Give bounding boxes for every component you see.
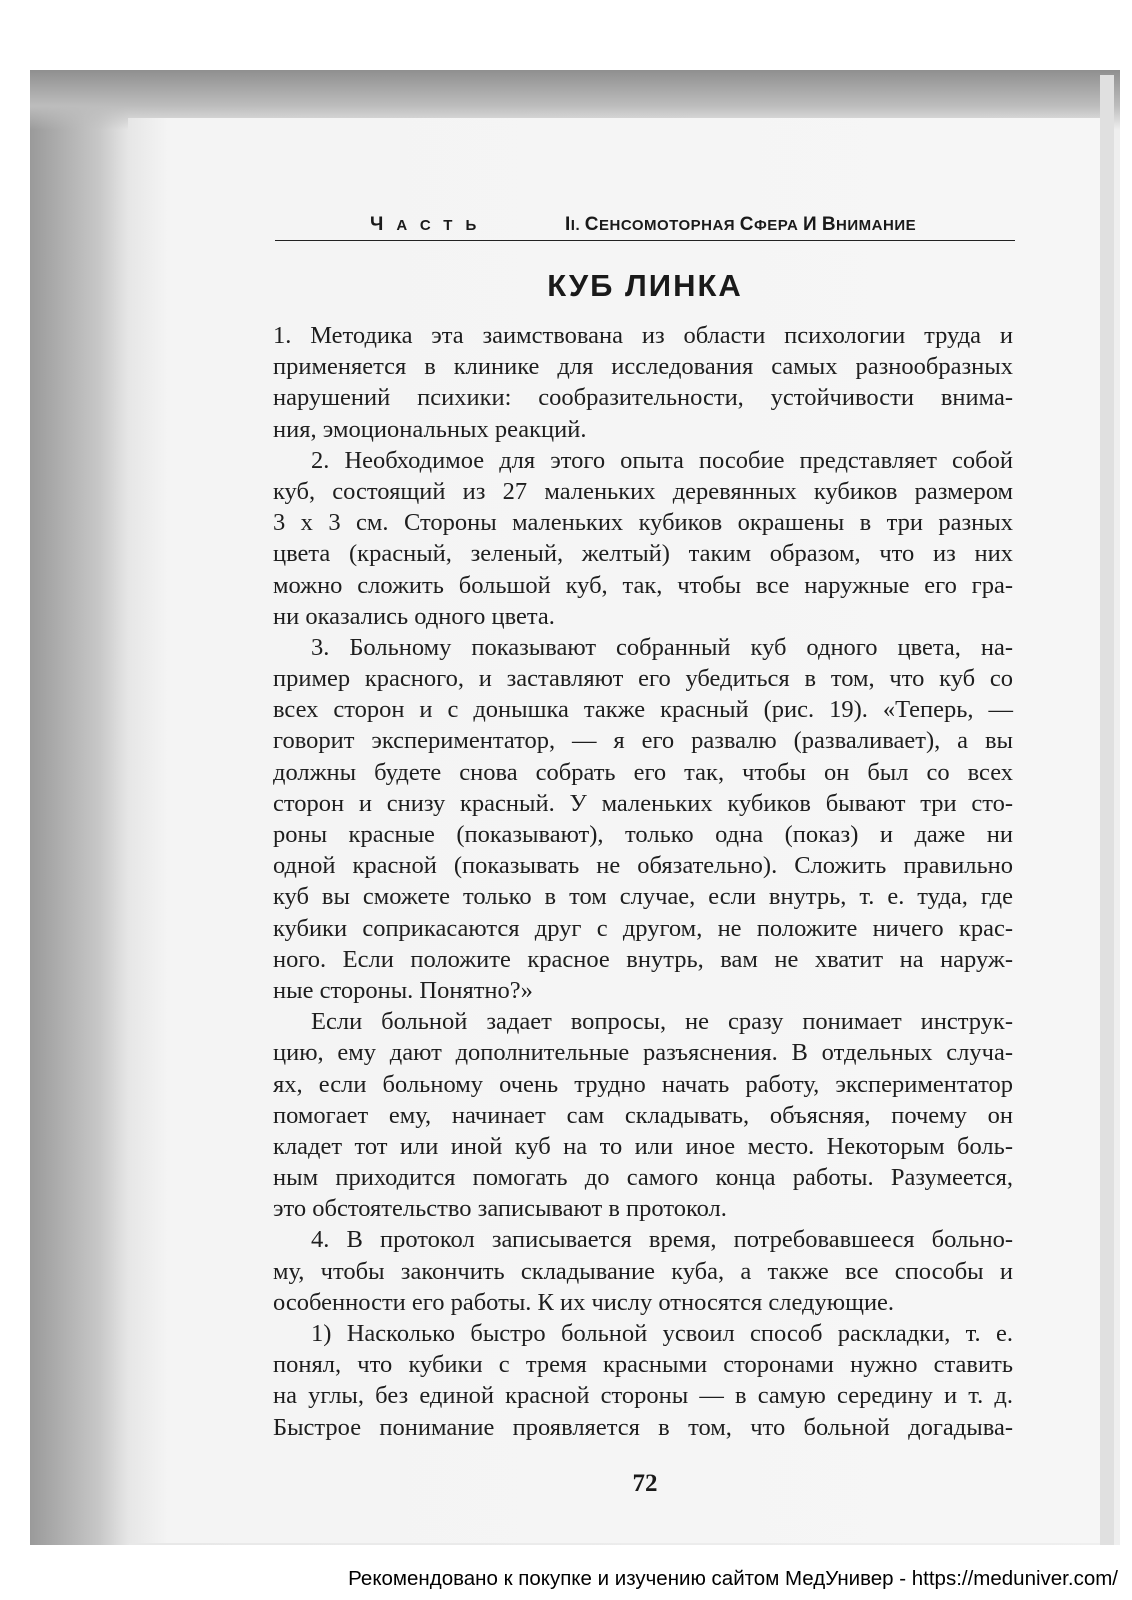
running-head [275,212,1015,241]
text-line: куб вы сможете только в том случае, если внутрь, т. е. туда, где [273,883,1013,911]
text-line: нарушений психики: сообразительности, устойчивости внима- [273,384,1013,412]
text-line: понял, что кубики с тремя красными сторонами нужно ставить [273,1351,1013,1379]
text-line: кубики соприкасаются друг с другом, не положите ничего крас- [273,914,1013,942]
page-number: 72 [632,1470,658,1497]
text-line: это обстоятельство записывают в протокол. [273,1195,727,1223]
text-line: 3. Больному показывают собранный куб одного цвета, на- [311,633,1013,661]
text-line: ные стороны. Понятно?» [273,976,533,1004]
running-head-part: ЧАСТЬ [370,214,490,235]
text-line: можно сложить большой куб, так, чтобы все наружные его гра- [273,571,1013,599]
footer-watermark-text: Рекомендовано к покупке и изучению сайтом МедУнивер - https://meduniver.com/ [348,1567,1118,1590]
text-line: помогает ему, начинает сам складывать, объясняя, почему он [273,1101,1013,1129]
text-line: роны красные (показывают), только одна (показ) и даже ни [273,821,1013,848]
text-line: применяется в клинике для исследования самых разнообразных [273,353,1013,381]
text-line: ным приходится помогать до самого конца работы. Разумеется, [273,1164,1013,1192]
article-title: КУБ ЛИНКА [547,268,743,303]
text-line: 3 х 3 см. Стороны маленьких кубиков окрашены в три разных [273,509,1013,537]
body-text [273,320,1013,1443]
text-line: Быстрое понимание проявляется в том, что больной догадыва- [273,1413,1013,1441]
page-edge [1100,75,1114,1545]
text-line: на углы, без единой красной стороны — в самую середину и т. д. [273,1382,1013,1410]
text-line: ного. Если положите красное внутрь, вам не хватит на наруж- [273,945,1013,973]
text-line: сторон и снизу красный. У маленьких кубиков бывают три сто- [273,789,1013,817]
text-line: пример красного, и заставляют его убедиться в том, что куб со [273,665,1013,693]
text-line: Если больной задает вопросы, не сразу понимает инструк- [311,1008,1013,1036]
text-line: ни оказались одного цвета. [273,602,555,630]
text-line: ях, если больному очень трудно начать работу, экспериментатор [273,1070,1013,1098]
text-line: всех сторон и с донышка также красный (рис. 19). «Теперь, — [273,696,1013,724]
text-line: кладет тот или иной куб на то или иное место. Некоторым боль- [273,1132,1013,1160]
running-head-section: II. СЕНСОМОТОРНАЯ СФЕРА И ВНИМАНИЕ [565,214,917,235]
text-line: цию, ему дают дополнительные разъяснения. В отдельных случа- [273,1039,1013,1067]
text-line: говорит экспериментатор, — я его развалю (разваливает), а вы [273,727,1013,755]
text-line: куб, состоящий из 27 маленьких деревянных кубиков размером [273,477,1013,505]
text-line: одной красной (показывать не обязательно). Сложить правильно [273,852,1013,880]
text-line: цвета (красный, зеленый, желтый) таким образом, что из них [273,540,1013,568]
text-line: 1) Насколько быстро больной усвоил способ раскладки, т. е. [311,1320,1013,1347]
text-line: ния, эмоциональных реакций. [273,415,587,443]
text-line: му, чтобы закончить складывание куба, а также все способы и [273,1257,1013,1285]
text-line: особенности его работы. К их числу относятся следующие. [273,1288,895,1316]
text-line: 1. Методика эта заимствована из области психологии труда и [273,322,1013,349]
text-line: 2. Необходимое для этого опыта пособие представляет собой [311,446,1013,474]
text-line: 4. В протокол записывается время, потребовавшееся больно- [311,1226,1013,1254]
text-line: должны будете снова собрать его так, чтобы он был со всех [273,758,1013,786]
